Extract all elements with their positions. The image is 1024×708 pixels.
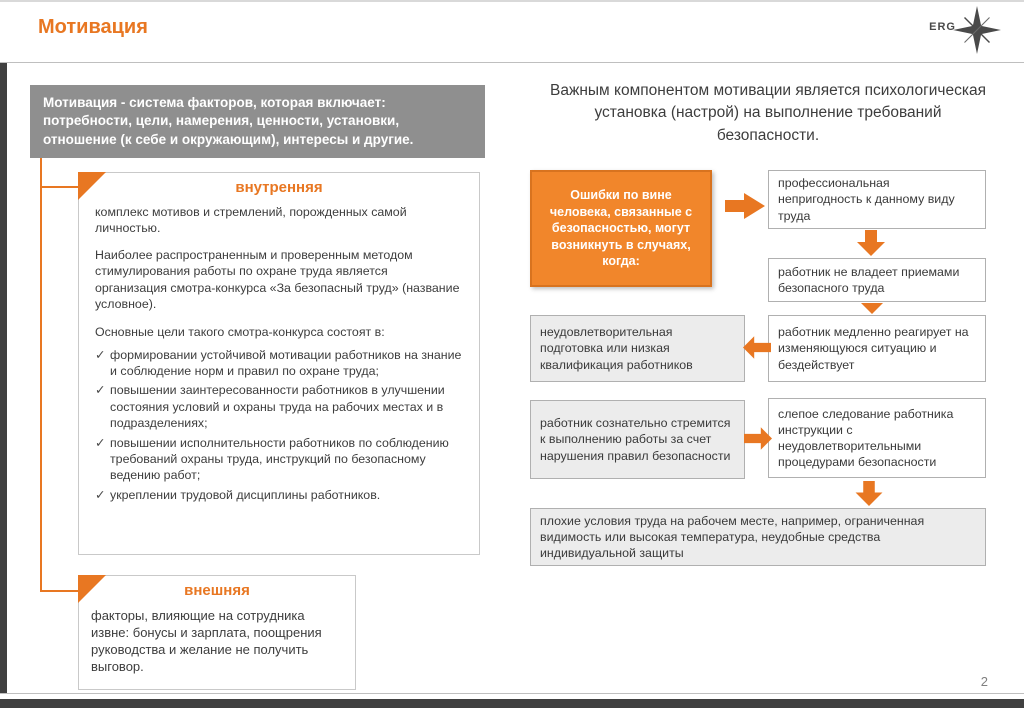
flow-box-text: работник сознательно стремится к выполнению работы за счет нарушения правил безопасности — [540, 416, 731, 463]
internal-card-title: внутренняя — [235, 179, 323, 196]
arrow-left-icon — [743, 333, 771, 362]
connector-vertical-line — [40, 158, 42, 592]
external-card-body: факторы, влияющие на сотрудника извне: бонусы и зарплата, поощрения руководства и желание не получить выговор. — [91, 608, 322, 675]
corner-triangle-icon — [78, 172, 106, 200]
flow-box-text: работник медленно реагирует на изменяющуюся ситуацию и бездействует — [778, 325, 969, 372]
goal-text: укреплении трудовой дисциплины работников. — [110, 487, 381, 502]
footer-divider — [0, 693, 1024, 694]
checkmark-icon: ✓ — [95, 435, 106, 450]
arrow-down-icon — [856, 230, 886, 256]
goal-item — [95, 347, 469, 380]
checkmark-icon: ✓ — [95, 487, 106, 502]
erg-logo — [929, 4, 1002, 56]
flow-box-text: неудовлетворительная подготовка или низкая квалификация работников — [540, 325, 693, 372]
cause-box — [530, 170, 712, 287]
right-intro-text: Важным компонентом мотивации является психологическая установка (настрой) на выполнение требований безопасности. — [550, 82, 986, 144]
arrow-down-icon — [854, 481, 884, 506]
flow-box-no-skills — [768, 258, 986, 302]
flow-box-text: слепое следование работника инструкции с неудовлетворительными процедурами безопасности — [778, 406, 954, 470]
goal-item — [95, 487, 469, 503]
external-motivation-card — [78, 575, 356, 690]
internal-paragraph: Основные цели такого смотра-конкурса состоят в: — [95, 325, 385, 340]
flow-box-poor-training — [530, 315, 745, 382]
goal-item — [95, 435, 469, 484]
connector-internal-line — [40, 186, 78, 188]
arrow-down-icon — [861, 303, 883, 314]
definition-box — [30, 85, 485, 158]
flow-box-slow-reaction — [768, 315, 986, 382]
page-number: 2 — [980, 674, 988, 689]
erg-star-icon — [952, 4, 1002, 56]
page-title: Мотивация — [38, 16, 148, 38]
flow-box-unfit — [768, 170, 986, 229]
connector-external-line — [40, 590, 78, 592]
goal-text: формировании устойчивой мотивации работников на знание и соблюдение норм и правил по охране труда; — [110, 347, 462, 378]
flow-box-text: работник не владеет приемами безопасного труда — [778, 264, 960, 295]
arrow-right-icon — [724, 191, 766, 221]
cause-box-text: Ошибки по вине человека, связанные с безопасностью, могут возникнуть в случаях, когда: — [549, 188, 693, 269]
bottom-accent-bar — [0, 699, 1024, 708]
goal-text: повышении заинтересованности работников в улучшении состояния условий и охраны труда на рабочих местах и в подразделениях; — [110, 383, 445, 431]
header-divider — [0, 62, 1024, 63]
checkmark-icon: ✓ — [95, 347, 106, 362]
goal-text: повышении исполнительности работников по соблюдению требований охраны труда, инструкций по безопасному ведению работ; — [110, 435, 449, 483]
erg-logo-text: ERG — [929, 21, 956, 33]
flow-box-text: профессиональная непригодность к данному виду труда — [778, 176, 955, 223]
checkmark-icon: ✓ — [95, 383, 106, 398]
top-divider — [0, 0, 1024, 2]
flow-box-blind-following — [768, 398, 986, 478]
left-accent-bar — [0, 63, 7, 693]
flow-box-bad-conditions — [530, 508, 986, 566]
corner-triangle-icon — [78, 575, 106, 603]
flow-box-deliberate-violation — [530, 400, 745, 479]
external-card-title: внешняя — [184, 582, 250, 599]
internal-paragraph: комплекс мотивов и стремлений, порожденных самой личностью. — [95, 205, 407, 236]
internal-paragraph: Наиболее распространенным и проверенным методом стимулирования работы по охране труда является организация смотра-конкурса «За безопасный труд» (название условное). — [95, 247, 460, 311]
definition-text: Мотивация - система факторов, которая включает: потребности, цели, намерения, ценности, установки, отношение (к себе и окружающим), интересы и другие. — [43, 95, 414, 147]
internal-motivation-card — [78, 172, 480, 555]
internal-card-body — [79, 204, 479, 503]
goal-item — [95, 382, 469, 431]
flow-box-text: плохие условия труда на рабочем месте, например, ограниченная видимость или высокая температура, неудобные средства индивидуальной защиты — [540, 513, 925, 561]
arrow-right-icon — [744, 424, 772, 453]
